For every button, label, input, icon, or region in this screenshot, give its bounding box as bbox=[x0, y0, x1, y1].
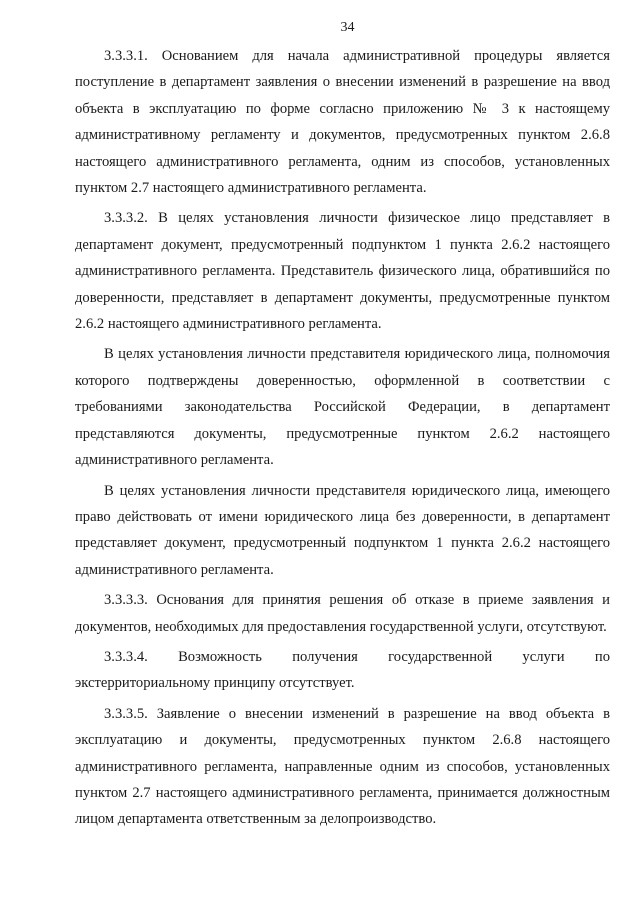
paragraph-3-3-3-3: 3.3.3.3. Основания для принятия решения об отказе в приеме заявления и документов, необходимых для предоставления государственной услуги, отсутствуют. bbox=[75, 592, 610, 635]
paragraph-3-3-3-4: 3.3.3.4. Возможность получения государственной услуги по экстерриториальному принципу отсутствует. bbox=[75, 648, 610, 692]
paragraph-3-3-3-2: 3.3.3.2. В целях установления личности физическое лицо представляет в департамент документ, предусмотренный подпунктом 1 пункта 2.6.2 настоящего административного регламента. Представитель физического лица, обратившийся по доверенности, представляет в департамент документы, предусмотренные пунктом 2.6.2 настоящего административного регламента. bbox=[75, 210, 610, 333]
page-number: 34 bbox=[340, 20, 355, 35]
paragraph-3-3-3-1: 3.3.3.1. Основанием для начала административной процедуры является поступление в департамент заявления о внесении изменений в разрешение на ввод объекта в эксплуатацию по форме согласно приложению № 3 к настоящему административному регламенту и документов, предусмотренных пунктом 2.6.8 настоящего административного регламента, одним из способов, установленных пунктом 2.7 настоящего административного регламента. bbox=[75, 48, 610, 197]
paragraph-legal-entity-representative-without-proxy: В целях установления личности представителя юридического лица, имеющего право действовать от имени юридического лица без доверенности, в департамент представляет документ, предусмотренный подпунктом 1 пункта 2.6.2 настоящего административного регламента. bbox=[75, 482, 610, 578]
paragraph-legal-entity-representative-by-proxy: В целях установления личности представителя юридического лица, полномочия которого подтверждены доверенностью, оформленной в соответствии с требованиями законодательства Российской Федерации, в департамент представляются документы, предусмотренные пунктом 2.6.2 настоящего административного регламента. bbox=[75, 346, 610, 469]
paragraph-3-3-3-5: 3.3.3.5. Заявление о внесении изменений в разрешение на ввод объекта в эксплуатацию и документы, предусмотренных пунктом 2.6.8 настоящего административного регламента, направленные одним из способов, установленных пунктом 2.7 настоящего административного регламента, принимается должностным лицом департамента ответственным за делопроизводство. bbox=[75, 705, 610, 828]
